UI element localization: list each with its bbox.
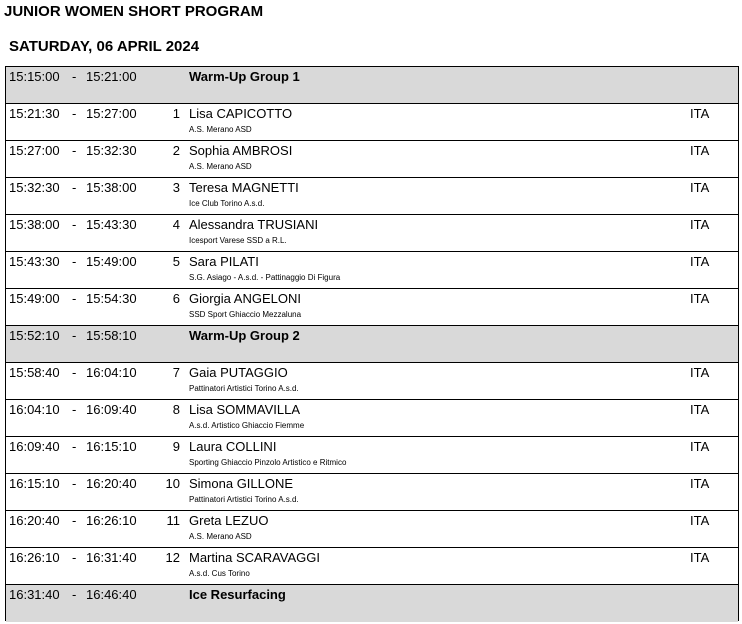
time-separator: - [72,402,77,417]
time-separator: - [72,143,77,158]
end-time: 15:43:30 [86,217,137,232]
time-separator: - [72,291,77,306]
club-name: Pattinatori Artistici Torino A.s.d. [189,495,299,504]
skater-row [6,289,738,326]
skater-row [6,104,738,141]
end-time: 15:32:30 [86,143,137,158]
event-title: JUNIOR WOMEN SHORT PROGRAM [4,3,264,20]
club-name: A.S. Merano ASD [189,162,252,171]
start-time: 16:31:40 [9,587,60,602]
time-separator: - [72,513,77,528]
session-label: Warm-Up Group 2 [189,328,300,343]
session-label: Ice Resurfacing [189,587,286,602]
end-time: 16:20:40 [86,476,137,491]
end-time: 15:38:00 [86,180,137,195]
session-row [6,585,738,622]
nation-code: ITA [690,143,710,158]
club-name: A.s.d. Cus Torino [189,569,250,578]
club-name: S.G. Asiago - A.s.d. - Pattinaggio Di Figura [189,273,341,282]
club-name: Ice Club Torino A.s.d. [189,199,265,208]
start-time: 16:26:10 [9,550,60,565]
skater-name: Simona GILLONE [189,476,294,491]
session-row [6,326,738,363]
time-separator: - [72,180,77,195]
club-name: A.S. Merano ASD [189,532,252,541]
start-time: 15:21:30 [9,106,60,121]
start-time: 16:20:40 [9,513,60,528]
end-time: 15:21:00 [86,69,137,84]
start-number: 11 [166,513,180,528]
nation-code: ITA [690,106,710,121]
club-name: A.s.d. Artistico Ghiaccio Fiemme [189,421,305,430]
nation-code: ITA [690,513,710,528]
time-separator: - [72,587,77,602]
start-time: 15:27:00 [9,143,60,158]
end-time: 15:58:10 [86,328,137,343]
nation-code: ITA [690,180,710,195]
time-separator: - [72,439,77,454]
end-time: 16:09:40 [86,402,137,417]
nation-code: ITA [690,439,710,454]
end-time: 16:31:40 [86,550,137,565]
skater-name: Sophia AMBROSI [189,143,293,158]
start-number: 8 [172,402,180,417]
nation-code: ITA [690,254,710,269]
skater-name: Sara PILATI [189,254,259,269]
time-separator: - [72,550,77,565]
start-time: 16:09:40 [9,439,60,454]
skater-name: Giorgia ANGELONI [189,291,301,306]
skater-row [6,252,738,289]
start-time: 15:38:00 [9,217,60,232]
skater-row [6,474,738,511]
start-number: 6 [172,291,180,306]
start-number: 2 [172,143,180,158]
schedule-table [5,66,739,621]
start-number: 7 [172,365,180,380]
club-name: Pattinatori Artistici Torino A.s.d. [189,384,299,393]
club-name: SSD Sport Ghiaccio Mezzaluna [189,310,302,319]
skater-name: Greta LEZUO [189,513,269,528]
start-number: 4 [172,217,180,232]
skater-row [6,437,738,474]
time-separator: - [72,328,77,343]
session-row [6,67,738,104]
end-time: 15:54:30 [86,291,137,306]
skater-name: Alessandra TRUSIANI [189,217,319,232]
start-number: 9 [172,439,180,454]
nation-code: ITA [690,476,710,491]
nation-code: ITA [690,217,710,232]
skater-name: Gaia PUTAGGIO [189,365,288,380]
start-time: 15:43:30 [9,254,60,269]
date-heading: SATURDAY, 06 APRIL 2024 [9,38,200,55]
skater-row [6,141,738,178]
nation-code: ITA [690,365,710,380]
club-name: A.S. Merano ASD [189,125,252,134]
skater-row [6,215,738,252]
time-separator: - [72,254,77,269]
start-time: 15:52:10 [9,328,60,343]
skater-name: Laura COLLINI [189,439,277,454]
start-number: 1 [172,106,180,121]
time-separator: - [72,217,77,232]
skater-row [6,511,738,548]
skater-row [6,178,738,215]
nation-code: ITA [690,291,710,306]
time-separator: - [72,476,77,491]
time-separator: - [72,365,77,380]
start-number: 5 [172,254,180,269]
start-time: 15:49:00 [9,291,60,306]
end-time: 15:49:00 [86,254,137,269]
nation-code: ITA [690,402,710,417]
skater-row [6,400,738,437]
club-name: Icesport Varese SSD a R.L. [189,236,287,245]
time-separator: - [72,69,77,84]
start-number: 10 [165,476,180,491]
time-separator: - [72,106,77,121]
skater-row [6,548,738,585]
nation-code: ITA [690,550,710,565]
end-time: 15:27:00 [86,106,137,121]
start-time: 16:15:10 [9,476,60,491]
skater-name: Lisa SOMMAVILLA [189,402,301,417]
skater-name: Martina SCARAVAGGI [189,550,320,565]
skater-name: Lisa CAPICOTTO [189,106,293,121]
start-number: 12 [165,550,180,565]
start-time: 15:15:00 [9,69,60,84]
end-time: 16:15:10 [86,439,137,454]
end-time: 16:46:40 [86,587,137,602]
skater-name: Teresa MAGNETTI [189,180,299,195]
start-time: 15:32:30 [9,180,60,195]
start-number: 3 [172,180,180,195]
end-time: 16:26:10 [86,513,137,528]
start-time: 16:04:10 [9,402,60,417]
club-name: Sporting Ghiaccio Pinzolo Artistico e Ritmico [189,458,347,467]
start-time: 15:58:40 [9,365,60,380]
end-time: 16:04:10 [86,365,137,380]
skater-row [6,363,738,400]
session-label: Warm-Up Group 1 [189,69,300,84]
